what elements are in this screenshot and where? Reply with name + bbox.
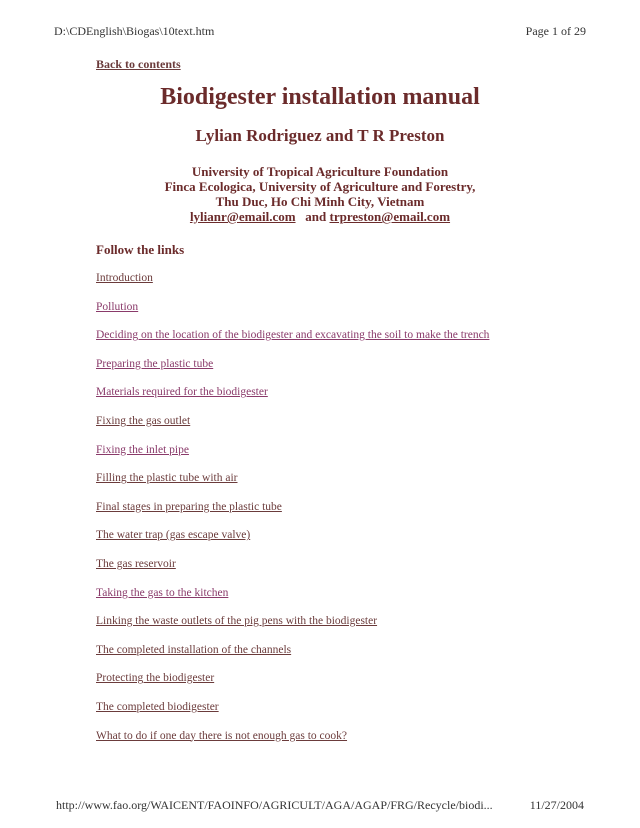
section-link[interactable]: Protecting the biodigester [96, 672, 215, 685]
authors: Lylian Rodriguez and T R Preston [195, 126, 445, 145]
list-item [96, 587, 489, 616]
section-links-list [96, 272, 489, 758]
section-link[interactable]: Deciding on the location of the biodigester and excavating the soil to make the trench [96, 329, 490, 342]
follow-links-heading: Follow the links [96, 242, 185, 257]
list-item [96, 272, 489, 301]
section-link[interactable]: The water trap (gas escape valve) [96, 529, 251, 542]
and-text: and [305, 209, 327, 224]
file-path: D:\CDEnglish\Biogas\10text.htm [54, 24, 215, 38]
page-title: Biodigester installation manual [160, 84, 480, 110]
section-link[interactable]: Fixing the gas outlet [96, 414, 191, 427]
list-item [96, 615, 489, 644]
list-item [96, 558, 489, 587]
list-item [96, 644, 489, 673]
section-link[interactable]: Taking the gas to the kitchen [96, 586, 229, 599]
page-number: Page 1 of 29 [525, 24, 586, 38]
list-item [96, 701, 489, 730]
list-item [96, 301, 489, 330]
list-item [96, 472, 489, 501]
section-link[interactable]: The gas reservoir [96, 557, 176, 570]
section-link[interactable]: Materials required for the biodigester [96, 386, 268, 399]
footer-date: 11/27/2004 [529, 798, 584, 812]
email-link-trpreston[interactable]: trpreston@email.com [329, 209, 451, 224]
list-item [96, 529, 489, 558]
section-link[interactable]: The completed installation of the channels [96, 643, 292, 656]
affiliation-line-3: Thu Duc, Ho Chi Minh City, Vietnam [215, 194, 425, 209]
section-link[interactable]: Final stages in preparing the plastic tube [96, 500, 282, 513]
affiliation-line-1: University of Tropical Agriculture Foundation [191, 164, 449, 179]
list-item [96, 415, 489, 444]
list-item [96, 672, 489, 701]
affiliation [0, 164, 640, 224]
email-line [0, 209, 640, 224]
back-to-contents-link[interactable]: Back to contents [96, 57, 181, 71]
section-link[interactable]: Linking the waste outlets of the pig pens with the biodigester [96, 615, 378, 628]
email-link-lylianr[interactable]: lylianr@email.com [189, 209, 296, 224]
section-link[interactable]: Fixing the inlet pipe [96, 443, 189, 456]
section-link[interactable]: Filling the plastic tube with air [96, 472, 238, 485]
list-item [96, 329, 489, 358]
affiliation-line-2: Finca Ecologica, University of Agriculture and Forestry, [164, 179, 476, 194]
list-item [96, 386, 489, 415]
list-item [96, 501, 489, 530]
footer-url: http://www.fao.org/WAICENT/FAOINFO/AGRICULT/AGA/AGAP/FRG/Recycle/biodi... [56, 798, 493, 812]
section-link[interactable]: Introduction [96, 272, 153, 284]
section-link[interactable]: The completed biodigester [96, 700, 219, 713]
list-item [96, 730, 489, 759]
list-item [96, 358, 489, 387]
section-link[interactable]: Preparing the plastic tube [96, 357, 214, 370]
section-link[interactable]: Pollution [96, 300, 139, 313]
section-link[interactable]: What to do if one day there is not enough gas to cook? [96, 729, 348, 742]
list-item [96, 444, 489, 473]
